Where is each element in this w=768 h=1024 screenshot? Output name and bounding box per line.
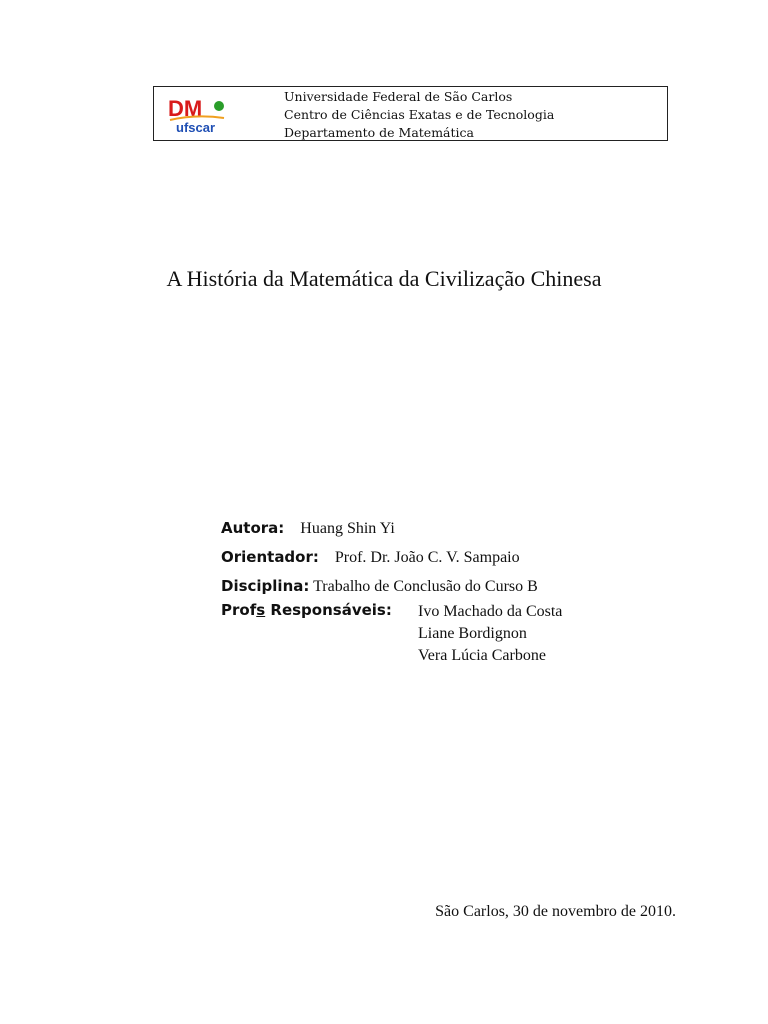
- logo-dot: [214, 101, 224, 111]
- place-date: São Carlos, 30 de novembro de 2010.: [435, 903, 676, 920]
- advisor-label: Orientador:: [221, 548, 319, 566]
- advisor-value: Prof. Dr. João C. V. Sampaio: [334, 549, 520, 566]
- logo-ufscar-text: ufscar: [176, 120, 216, 135]
- document-title: A História da Matemática da Civilização Chinesa: [166, 266, 602, 291]
- department-name: Departamento de Matemática: [284, 125, 474, 140]
- institution-lines: [284, 88, 554, 142]
- professor-name: Vera Lúcia Carbone: [418, 647, 546, 664]
- university-name: Universidade Federal de São Carlos: [284, 89, 513, 104]
- professors-label: [221, 601, 392, 620]
- professor-name: Ivo Machado da Costa: [418, 603, 563, 620]
- professors-label-sub: s: [256, 601, 266, 619]
- author-line: [221, 519, 395, 538]
- course-label: Disciplina:: [221, 577, 310, 595]
- center-name: Centro de Ciências Exatas e de Tecnologia: [284, 107, 555, 122]
- professor-name: Liane Bordignon: [418, 625, 527, 642]
- logo-dm-text: DM: [168, 96, 203, 121]
- professors-list: [418, 601, 562, 667]
- dm-ufscar-logo: [166, 94, 228, 136]
- course-line: [221, 577, 538, 596]
- course-value: Trabalho de Conclusão do Curso B: [313, 578, 538, 595]
- advisor-line: [221, 548, 520, 567]
- institution-header: [153, 86, 668, 141]
- author-label: Autora:: [221, 519, 285, 537]
- professors-label-main: Prof: [221, 601, 257, 619]
- author-value: Huang Shin Yi: [300, 520, 395, 537]
- professors-label-rest: Responsáveis:: [265, 601, 392, 619]
